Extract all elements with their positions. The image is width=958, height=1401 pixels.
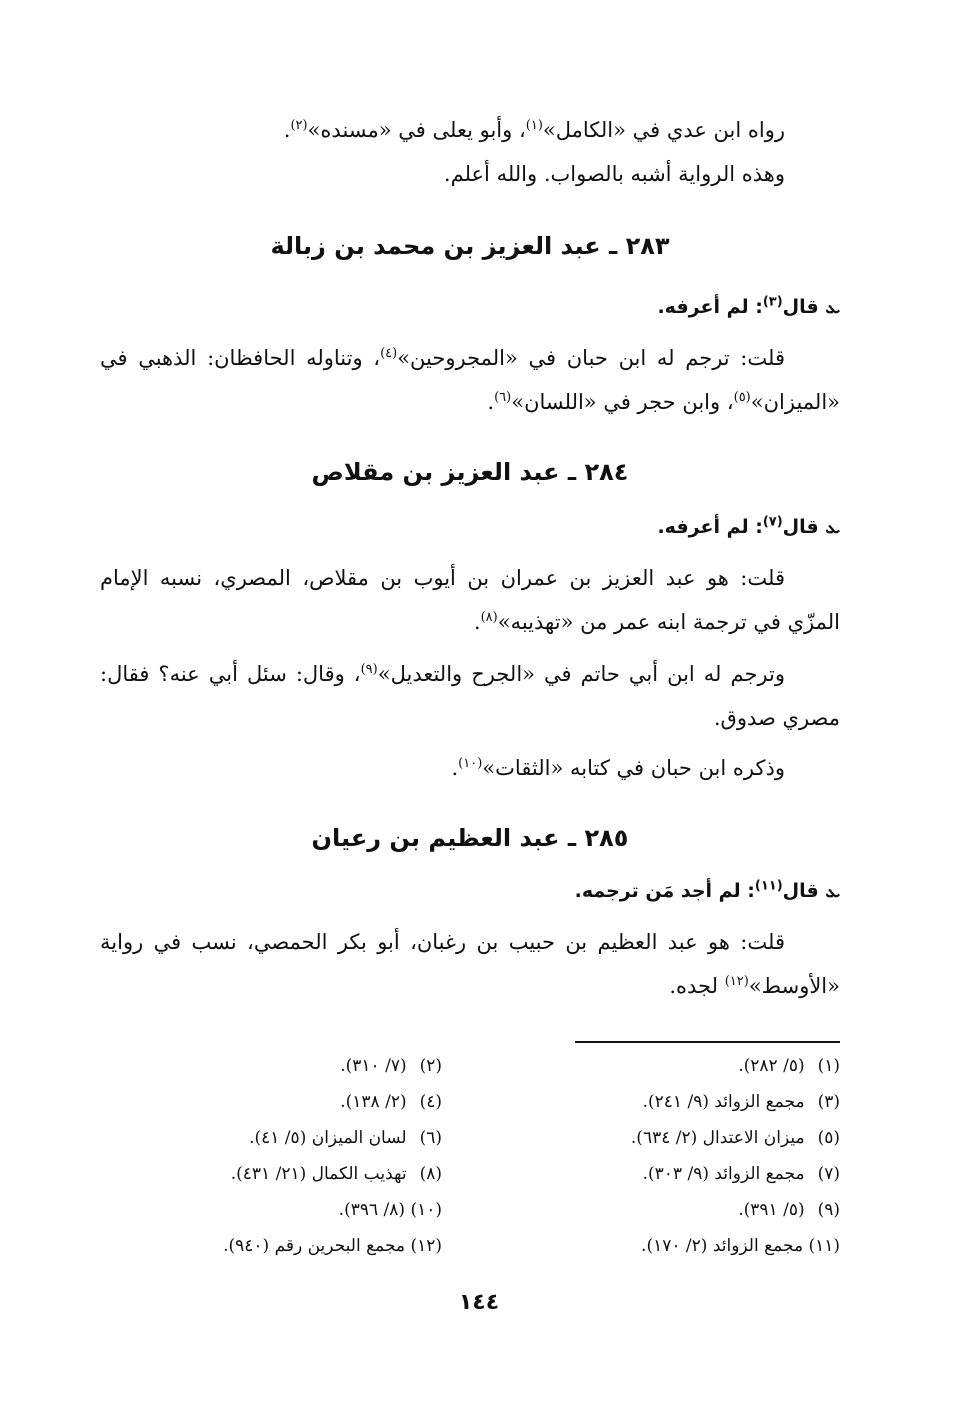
footnote-ref[interactable]: (٣) (762, 294, 783, 310)
intro-line-1: رواه ابن عدي في «الكامل»$^{(١)}$، وأبو يعلى في «مسنده»$^{(٢)}$. (283, 118, 785, 142)
footnote: (٤) (٢/ ١٣٨). (340, 1092, 442, 1112)
qal-line-285: ܥ قال$^{(١١)}$: لم أجد مَن ترجمه. (574, 878, 840, 902)
page-number: ١٤٤ (458, 1290, 500, 1315)
footnote: (١٢) مجمع البحرين رقم (٩٤٠). (223, 1236, 442, 1256)
entry-paragraph-284-b: وترجم له ابن أبي حاتم في «الجرح والتعديل»$^{(٩)}$، وقال: سئل أبي عنه؟ فقال: مصري صدوق. (100, 662, 840, 730)
entry-paragraph-283: قلت: ترجم له ابن حبان في «المجروحين»$^{(٤)}$، وتناوله الحافظان: الذهبي في «الميزان»$^{(٥)}$، وابن حجر في «اللسان»$^{(٦)}$. (100, 346, 840, 414)
footnote-ref[interactable]: (٩) (360, 662, 378, 677)
footnote-ref[interactable]: (١٠) (458, 756, 483, 771)
footnote-ref[interactable]: (٨) (480, 610, 498, 625)
footnote-ref[interactable]: (٤) (380, 346, 398, 361)
entry-heading-285: ٢٨٥ ـ عبد العظيم بن رعيان (311, 824, 629, 852)
footnote: (٦) لسان الميزان (٥/ ٤١). (249, 1128, 442, 1148)
footnote-divider (575, 1041, 840, 1043)
footnote: (٩) (٥/ ٣٩١). (738, 1200, 840, 1220)
footnote-ref[interactable]: (٥) (733, 390, 751, 405)
footnote: (١١) مجمع الزوائد (٢/ ١٧٠). (641, 1236, 840, 1256)
footnote-ref[interactable]: (١٢) (724, 974, 749, 989)
qal-line-284: ܥ قال$^{(٧)}$: لم أعرفه. (657, 514, 840, 538)
footnote-ref[interactable]: (٦) (494, 390, 512, 405)
intro-paragraph (100, 108, 840, 196)
entry-heading-283: ٢٨٣ ـ عبد العزيز بن محمد بن زبالة (270, 232, 670, 260)
footnote: (١) (٥/ ٢٨٢). (738, 1056, 840, 1076)
entry-heading-284: ٢٨٤ ـ عبد العزيز بن مقلاص (311, 458, 629, 486)
footnote-ref[interactable]: (١) (525, 118, 543, 133)
intro-line-2: وهذه الرواية أشبه بالصواب. والله أعلم. (443, 162, 785, 186)
entry-paragraph-284-c: وذكره ابن حبان في كتابه «الثقات»$^{(١٠)}$. (451, 756, 785, 780)
entry-paragraph-284-a: قلت: هو عبد العزيز بن عمران بن أيوب بن مقلاص، المصري، نسبه الإمام المزّي في ترجمة ابنه عمر من «تهذيبه»$^{(٨)}$. (100, 566, 840, 634)
footnote: (٥) ميزان الاعتدال (٢/ ٦٣٤). (630, 1128, 840, 1148)
footnote-ref[interactable]: (٢) (290, 118, 308, 133)
footnote: (٣) مجمع الزوائد (٩/ ٢٤١). (642, 1092, 840, 1112)
qal-line-283: ܥ قال$^{(٣)}$: لم أعرفه. (657, 294, 840, 318)
footnote: (٨) تهذيب الكمال (٢١/ ٤٣١). (230, 1164, 442, 1184)
entry-paragraph-285: قلت: هو عبد العظيم بن حبيب بن رغبان، أبو بكر الحمصي، نسب في رواية «الأوسط»$^{(١٢)}$ لجده. (100, 930, 840, 998)
footnote: (٧) مجمع الزوائد (٩/ ٣٠٣). (642, 1164, 840, 1184)
footnote-ref[interactable]: (١١) (754, 878, 783, 894)
footnote: (١٠) (٨/ ٣٩٦). (338, 1200, 442, 1220)
footnote-ref[interactable]: (٧) (762, 514, 783, 530)
footnote: (٢) (٧/ ٣١٠). (340, 1056, 442, 1076)
